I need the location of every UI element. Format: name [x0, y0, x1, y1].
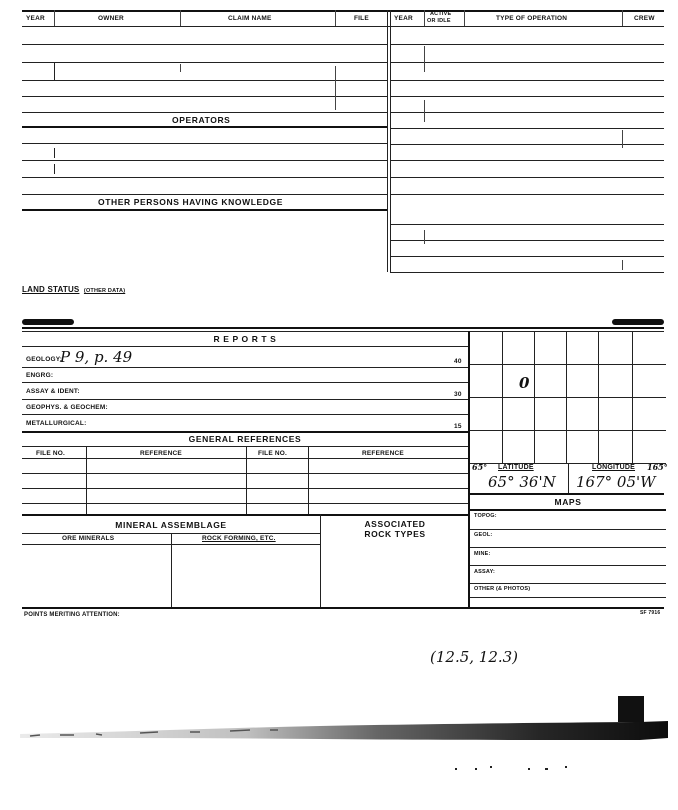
header-year: YEAR: [26, 15, 45, 22]
report-label-geology: GEOLOGY:: [26, 356, 63, 363]
report-value-geology: P 9, p. 49: [60, 348, 133, 366]
ref-header-reference-1: REFERENCE: [140, 450, 182, 457]
header-claim-name: CLAIM NAME: [228, 15, 272, 22]
maps-assay: ASSAY:: [474, 569, 496, 575]
lon-suffix: 165°: [647, 462, 668, 472]
ref-header-file-no-2: FILE NO.: [258, 450, 288, 457]
maps-mine: MINE:: [474, 551, 491, 557]
ore-minerals-label: ORE MINERALS: [62, 535, 115, 542]
associated-rock-types-line1: ASSOCIATED: [364, 519, 426, 529]
report-label-assay: ASSAY & IDENT:: [26, 388, 80, 395]
report-num-assay: 30: [454, 391, 462, 398]
land-status-sub: (OTHER DATA): [83, 288, 126, 294]
rock-forming-label: ROCK FORMING, ETC.: [202, 535, 276, 542]
report-label-metallurgical: METALLURGICAL:: [26, 420, 87, 427]
location-box: [468, 463, 666, 493]
longitude-value: 167° 05'W: [576, 473, 656, 491]
grid-mark: 0: [519, 374, 530, 392]
header-file: FILE: [354, 15, 369, 22]
latitude-value: 65° 36'N: [488, 473, 556, 491]
header-active-line1: ACTIVE: [430, 11, 452, 17]
reports-title: R E P O R T S: [213, 334, 277, 344]
longitude-label: LONGITUDE: [592, 464, 636, 471]
mineral-assemblage-title: MINERAL ASSEMBLAGE: [115, 520, 227, 530]
associated-rock-types-line2: ROCK TYPES: [364, 529, 426, 539]
section-grid: [468, 331, 666, 463]
ref-header-reference-2: REFERENCE: [362, 450, 404, 457]
latitude-label: LATITUDE: [498, 464, 534, 471]
report-num-geology: 40: [454, 358, 462, 365]
other-persons-label: OTHER PERSONS HAVING KNOWLEDGE: [98, 197, 284, 207]
header-owner: OWNER: [98, 15, 124, 22]
header-year-2: YEAR: [394, 15, 413, 22]
land-status: [22, 279, 125, 297]
top-table: [0, 0, 678, 280]
maps-topog: TOPOG:: [474, 513, 497, 519]
maps-title: MAPS: [554, 497, 582, 507]
maps-geol: GEOL:: [474, 532, 493, 538]
scan-artifact: [0, 690, 678, 750]
report-num-metallurgical: 15: [454, 423, 462, 430]
points-meriting-attention-label: POINTS MERITING ATTENTION:: [24, 612, 120, 618]
middle-section: [0, 315, 678, 615]
maps-box: [468, 493, 666, 607]
general-references-title: GENERAL REFERENCES: [188, 434, 302, 444]
form-number: SF 7916: [640, 610, 661, 616]
ref-header-file-no-1: FILE NO.: [36, 450, 66, 457]
header-crew: CREW: [634, 15, 655, 22]
lat-prefix: 65°: [472, 462, 488, 472]
header-type-of-operation: TYPE OF OPERATION: [496, 15, 568, 22]
header-active-line2: OR IDLE: [427, 18, 451, 24]
land-status-label: LAND STATUS: [22, 285, 80, 294]
coordinates-note: (12.5, 12.3): [430, 648, 519, 666]
report-label-geophys: GEOPHYS. & GEOCHEM:: [26, 404, 108, 411]
maps-other: OTHER (& PHOTOS): [474, 586, 531, 592]
operators-label: OPERATORS: [172, 115, 231, 125]
report-label-engrg: ENGRG:: [26, 372, 54, 379]
